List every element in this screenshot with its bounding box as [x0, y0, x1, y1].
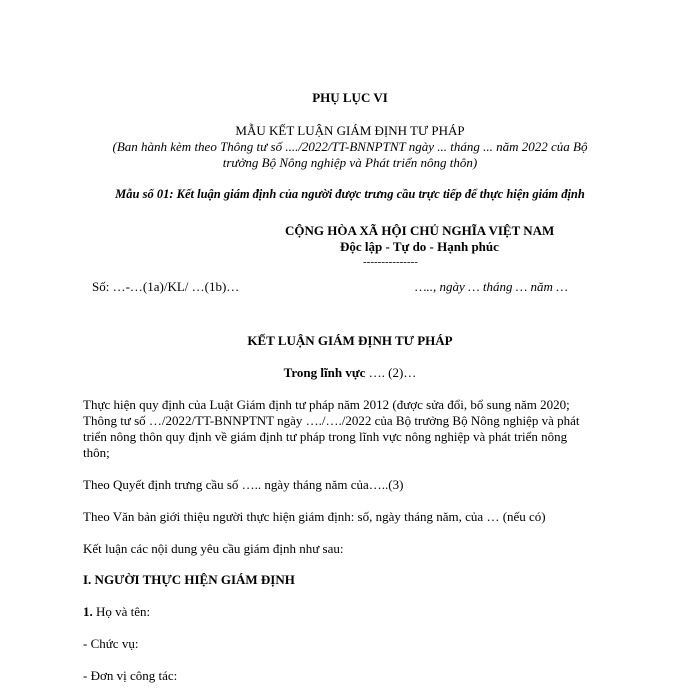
- paragraph-legal-basis-line-4: thôn;: [83, 445, 110, 460]
- date-place: ….., ngày … tháng … năm …: [415, 279, 568, 294]
- form-number: Mẫu số 01: Kết luận giám định của người được trưng cầu trực tiếp để thực hiện giám định: [115, 187, 585, 201]
- main-title: KẾT LUẬN GIÁM ĐỊNH TƯ PHÁP: [247, 333, 453, 348]
- paragraph-conclusion-intro: Kết luận các nội dung yêu cầu giám định như sau:: [83, 541, 344, 556]
- paragraph-introduction: Theo Văn bản giới thiệu người thực hiện giám định: số, ngày tháng năm, của … (nếu có): [83, 509, 546, 524]
- document-number: Số: …-…(1a)/KL/ …(1b)…: [92, 279, 240, 294]
- item-number: 1.: [83, 604, 93, 619]
- form-title: MẪU KẾT LUẬN GIÁM ĐỊNH TƯ PHÁP: [235, 123, 465, 138]
- item-position: - Chức vụ:: [83, 636, 139, 651]
- issued-note-line-2: trưởng Bộ Nông nghiệp và Phát triển nông thôn): [222, 155, 478, 170]
- national-motto: Độc lập - Tự do - Hạnh phúc: [340, 239, 499, 254]
- paragraph-legal-basis-line-3: triển nông thôn quy định về giám định tư pháp trong lĩnh vực nông nghiệp và phát triển nông: [83, 429, 568, 444]
- item-full-name: [83, 604, 150, 620]
- section-1-heading: I. NGƯỜI THỰC HIỆN GIÁM ĐỊNH: [83, 572, 295, 587]
- field-value: …. (2)…: [365, 365, 417, 380]
- paragraph-legal-basis-line-2: Thông tư số …/2022/TT-BNNPTNT ngày …./…./2022 của Bộ trưởng Bộ Nông nghiệp và phát: [83, 413, 580, 428]
- paragraph-decision: Theo Quyết định trưng cầu số ….. ngày tháng năm của…..(3): [83, 477, 404, 492]
- national-title: CỘNG HÒA XÃ HỘI CHỦ NGHĨA VIỆT NAM: [285, 223, 555, 238]
- field-label: Trong lĩnh vực: [283, 365, 366, 380]
- motto-divider: ---------------: [363, 256, 418, 268]
- item-full-name-label: Họ và tên:: [92, 604, 151, 619]
- item-workplace: - Đơn vị công tác:: [83, 668, 178, 683]
- field-line: [0, 365, 700, 381]
- paragraph-legal-basis-line-1: Thực hiện quy định của Luật Giám định tư pháp năm 2012 (được sửa đổi, bổ sung năm 2020;: [83, 397, 570, 412]
- appendix-title: PHỤ LỤC VI: [312, 90, 388, 105]
- issued-note-line-1: (Ban hành kèm theo Thông tư số ..../2022/TT-BNNPTNT ngày ... tháng ... năm 2022 của Bộ: [112, 139, 588, 154]
